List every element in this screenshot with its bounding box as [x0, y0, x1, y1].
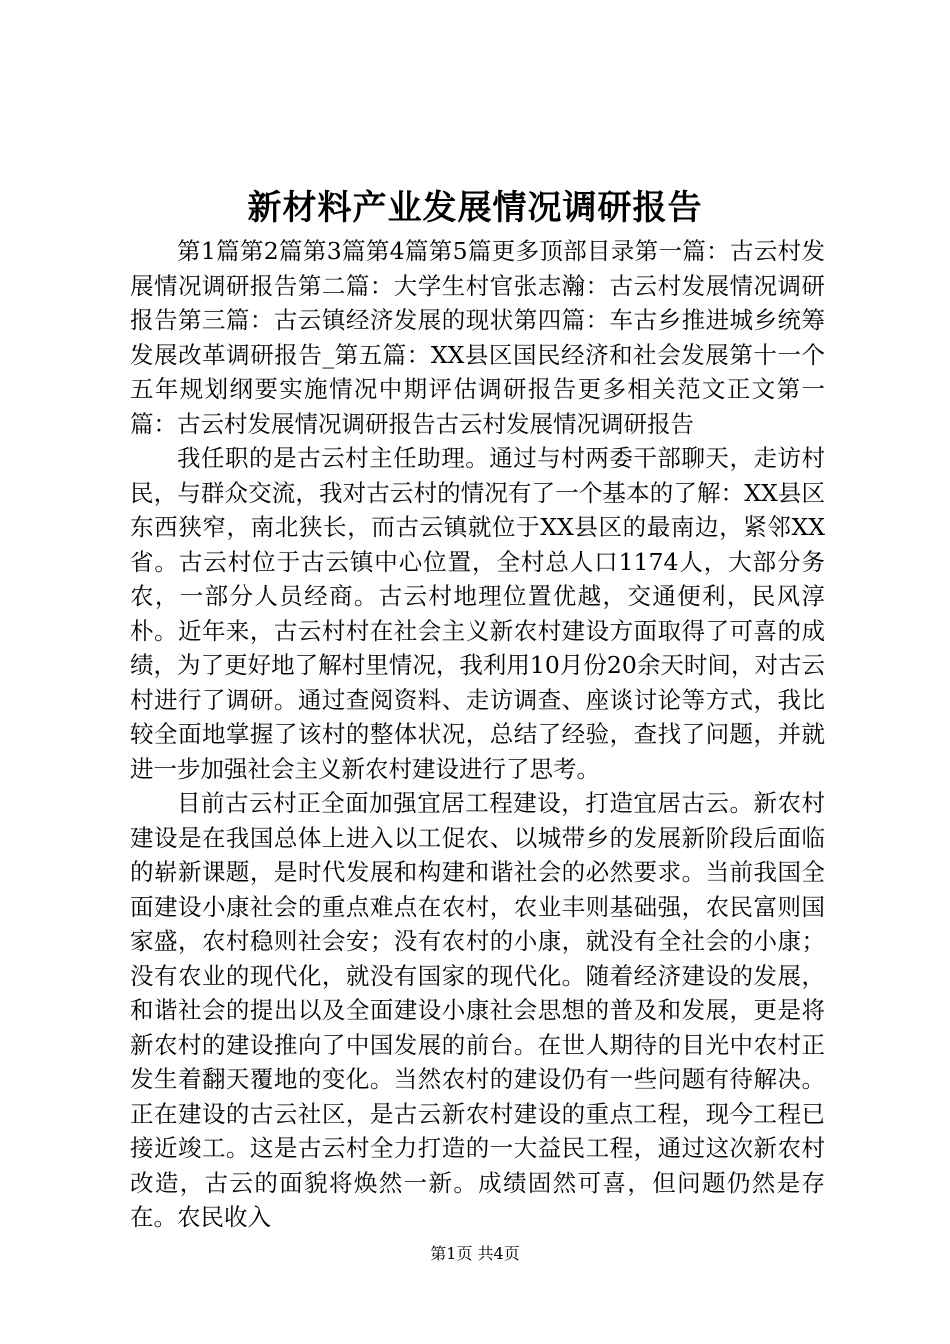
paragraph-new-village-construction: 目前古云村正全面加强宜居工程建设，打造宜居古云。新农村建设是在我国总体上进入以工促农、以城带乡的发展新阶段后面临的崭新课题，是时代发展和构建和谐社会的必然要求。当前我国全面建设小康社会的重点难点在农村，农业丰则基础强，农民富则国家盛，农村稳则社会安；没有农村的小康，就没有全社会的小康；没有农业的现代化，就没有国家的现代化。随着经济建设的发展，和谐社会的提出以及全面建设小康社会思想的普及和发展，更是将新农村的建设推向了中国发展的前台。在世人期待的目光中农村正发生着翻天覆地的变化。当然农村的建设仍有一些问题有待解决。正在建设的古云社区，是古云新农村建设的重点工程，现今工程已接近竣工。这是古云村全力打造的一大益民工程，通过这次新农村改造，古云的面貌将焕然一新。成绩固然可喜，但问题仍然是存在。农民收入 [130, 789, 825, 1231]
paragraph-table-of-contents: 第1篇第2篇第3篇第4篇第5篇更多顶部目录第一篇：古云村发展情况调研报告第二篇：大学生村官张志瀚：古云村发展情况调研报告第三篇：古云镇经济发展的现状第四篇：车古乡推进城乡统筹发展改革调研报告_第五篇：XX县区国民经济和社会发展第十一个五年规划纲要实施情况中期评估调研报告更多相关范文正文第一篇：古云村发展情况调研报告古云村发展情况调研报告 [130, 237, 825, 438]
document-title: 新材料产业发展情况调研报告 [247, 188, 703, 228]
paragraph-introduction: 我任职的是古云村主任助理。通过与村两委干部聊天，走访村民，与群众交流，我对古云村的情况有了一个基本的了解：XX县区东西狭窄，南北狭长，而古云镇就位于XX县区的最南边，紧邻XX省。古云村位于古云镇中心位置，全村总人口1174人，大部分务农，一部分人员经商。古云村地理位置优越，交通便利，民风淳朴。近年来，古云村村在社会主义新农村建设方面取得了可喜的成绩，为了更好地了解村里情况，我利用10月份20余天时间，对古云村进行了调研。通过查阅资料、走访调查、座谈讨论等方式，我比较全面地掌握了该村的整体状况，总结了经验，查找了问题，并就进一步加强社会主义新农村建设进行了思考。 [130, 444, 825, 783]
document-body [130, 234, 825, 1235]
page-number-footer: 第1页 共4页 [430, 1244, 520, 1263]
